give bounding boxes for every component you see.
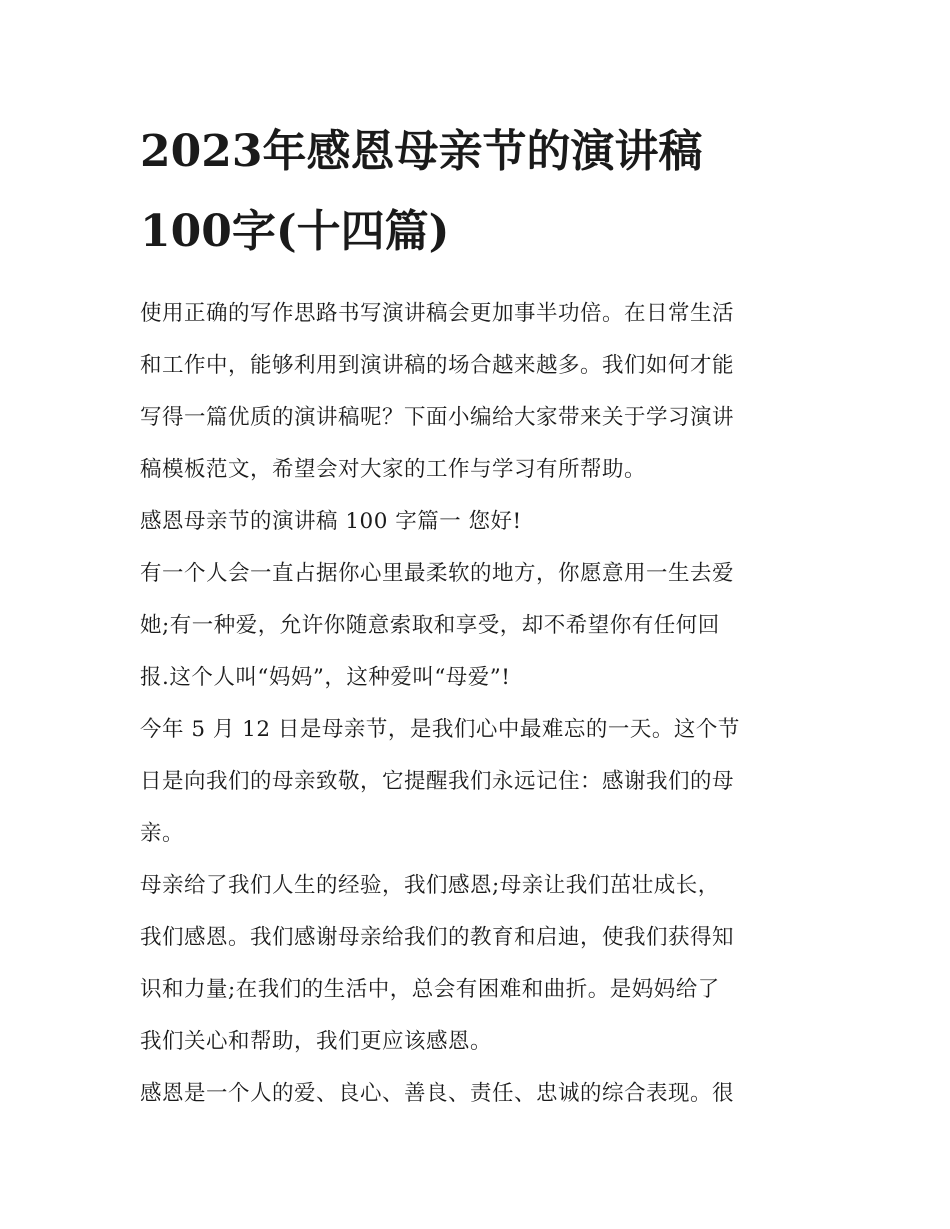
paragraph <box>140 548 820 704</box>
section-heading <box>140 496 820 548</box>
text-line: 亲。 <box>140 821 185 846</box>
paragraph <box>140 1068 820 1120</box>
text-line: 识和力量;在我们的生活中，总会有困难和曲折。是妈妈给了 <box>140 977 720 1002</box>
title-line-2: 100字(十四篇) <box>140 206 450 257</box>
text-line: 感恩是一个人的爱、良心、善良、责任、忠诚的综合表现。很 <box>140 1081 735 1106</box>
text-line: 使用正确的写作思路书写演讲稿会更加事半功倍。在日常生活 <box>140 301 735 326</box>
text-line: 和工作中，能够利用到演讲稿的场合越来越多。我们如何才能 <box>140 353 735 378</box>
paragraph <box>140 704 820 860</box>
paragraph-intro <box>140 288 820 496</box>
text-line: 感恩母亲节的演讲稿 100 字篇一 您好! <box>140 509 522 534</box>
text-line: 今年 5 月 12 日是母亲节，是我们心中最难忘的一天。这个节 <box>140 717 740 742</box>
text-line: 我们感恩。我们感谢母亲给我们的教育和启迪，使我们获得知 <box>140 925 735 950</box>
text-line: 我们关心和帮助，我们更应该感恩。 <box>140 1029 493 1054</box>
text-line: 报.这个人叫“妈妈”，这种爱叫“母爱”! <box>140 665 511 690</box>
paragraph <box>140 860 820 1068</box>
document-page <box>140 112 820 1120</box>
text-line: 她;有一种爱，允许你随意索取和享受，却不希望你有任何回 <box>140 613 720 638</box>
document-title <box>140 112 820 272</box>
title-line-1: 2023年感恩母亲节的演讲稿 <box>140 126 703 177</box>
text-line: 写得一篇优质的演讲稿呢？下面小编给大家带来关于学习演讲 <box>140 405 735 430</box>
document-body <box>140 288 820 1120</box>
text-line: 稿模板范文，希望会对大家的工作与学习有所帮助。 <box>140 457 647 482</box>
text-line: 有一个人会一直占据你心里最柔软的地方，你愿意用一生去爱 <box>140 561 735 586</box>
text-line: 日是向我们的母亲致敬，它提醒我们永远记住：感谢我们的母 <box>140 769 735 794</box>
text-line: 母亲给了我们人生的经验，我们感恩;母亲让我们茁壮成长， <box>140 873 720 898</box>
